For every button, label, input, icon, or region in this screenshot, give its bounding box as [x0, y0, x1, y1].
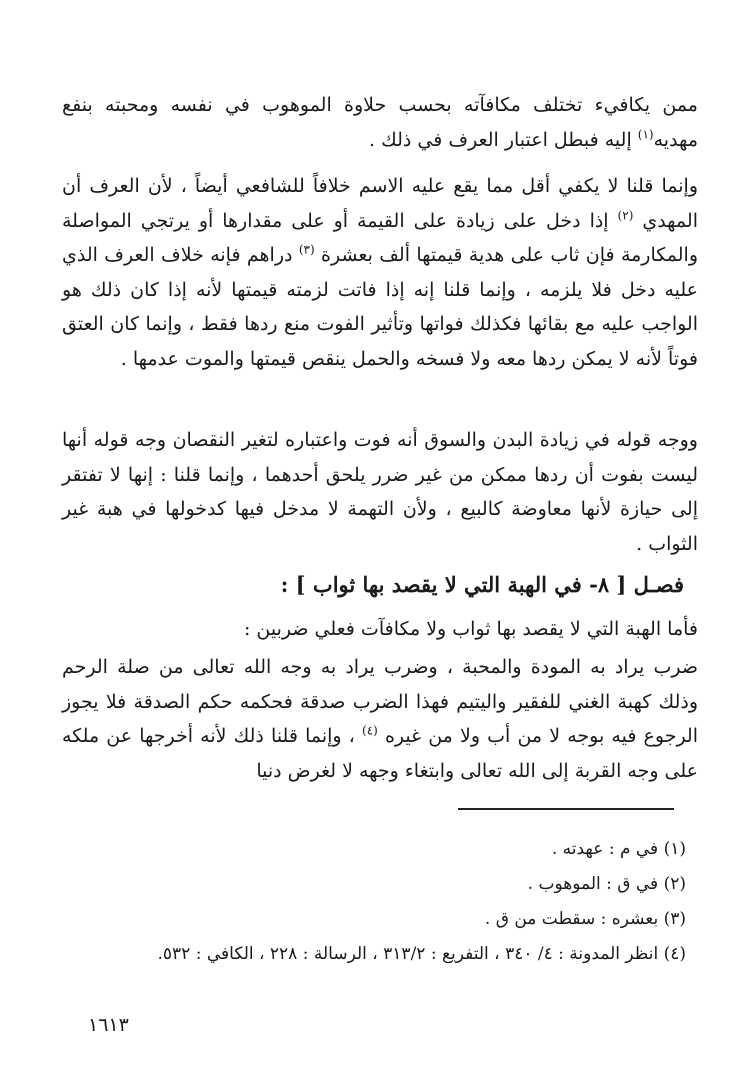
footnote-3: (٣) بعشره : سقطت من ق . — [484, 909, 686, 929]
paragraph-5-text-a: ضرب يراد به المودة والمحبة ، وضرب يراد به وجه الله تعالى من صلة الرحم وذلك كهبة الغني للفقير واليتيم فهذا الضرب صدقة فحكمه حكم الصدقة فلا يجوز الرجوع فيه بوجه لا من أب ولا من غيره — [62, 656, 698, 748]
footnote-divider — [458, 808, 674, 810]
paragraph-1 — [62, 88, 698, 157]
footnote-2: (٢) في ق : الموهوب . — [527, 874, 686, 894]
paragraph-4: فأما الهبة التي لا يقصد بها ثواب ولا مكافآت فعلي ضربين : — [243, 618, 698, 640]
footnotes — [80, 832, 686, 972]
paragraph-2-text-a: وإنما قلنا لا يكفي أقل مما يقع عليه الاسم خلافاً للشافعي أيضاً ، لأن العرف أن المهدي — [62, 175, 698, 232]
paragraph-1-text-a: ممن يكافيء تختلف مكافآته بحسب حلاوة الموهوب في نفسه ومحبته بنفع مهديه — [62, 94, 698, 151]
page-number: ١٦١٣ — [88, 1014, 129, 1036]
paragraph-3: ووجه قوله في زيادة البدن والسوق أنه فوت واعتباره لتغير النقصان وجه قوله أنها ليست بفوت أن ردها ممكن من غير ضرر يلحق أحدهما ، وإنما قلنا : إنها لا تفتقر إلى حيازة لأنها معاوضة كالبيع ، ولأن التهمة لا مدخل فيها كدخولها في هبة غير الثواب . — [62, 429, 698, 555]
paragraph-5 — [62, 650, 698, 788]
footnote-marker-1: (١) — [637, 127, 654, 142]
paragraph-2-text-b: إذا دخل على زيادة على القيمة أو على مقدارها أو يرتجي المواصلة والمكارمة فإن ثاب على هدية قيمتها ألف بعشرة — [62, 209, 698, 267]
footnote-4: (٤) انظر المدونة : ٤/ ٣٤٠ ، التفريع : ٣١٣/٢ ، الرسالة : ٢٢٨ ، الكافي : ٥٣٢. — [157, 944, 686, 964]
section-heading: فصـل [ ٨- في الهبة التي لا يقصد بها ثواب ] : — [280, 572, 684, 597]
footnote-marker-3: (٣) — [298, 242, 315, 257]
footnote-marker-4: (٤) — [362, 723, 378, 738]
paragraph-2-text-c: دراهم فإنه خلاف العرف الذي عليه دخل فلا يلزمه ، وإنما قلنا إنه إذا فاتت لزمته قيمتها لأنه إذا كان ذلك هو الواجب عليه مع بقائها فكذلك فواتها وتأثير الفوت منع ردها فقط ، وإنما كان العتق فوتاً لأنه لا يمكن ردها معه ولا فسخه والحمل ينقص قيمتها والموت عدمها . — [62, 244, 698, 370]
paragraph-5-text-b: ، وإنما قلنا ذلك لأنه أخرجها عن ملكه على وجه القربة إلى الله تعالى وابتغاء وجهه لا لغرض دنيا — [62, 725, 698, 782]
paragraph-1-text-b: إليه فبطل اعتبار العرف في ذلك . — [369, 128, 638, 151]
footnote-1: (١) في م : عهدته . — [551, 839, 686, 859]
paragraph-2 — [62, 169, 698, 377]
footnote-marker-2: (٢) — [617, 208, 634, 223]
